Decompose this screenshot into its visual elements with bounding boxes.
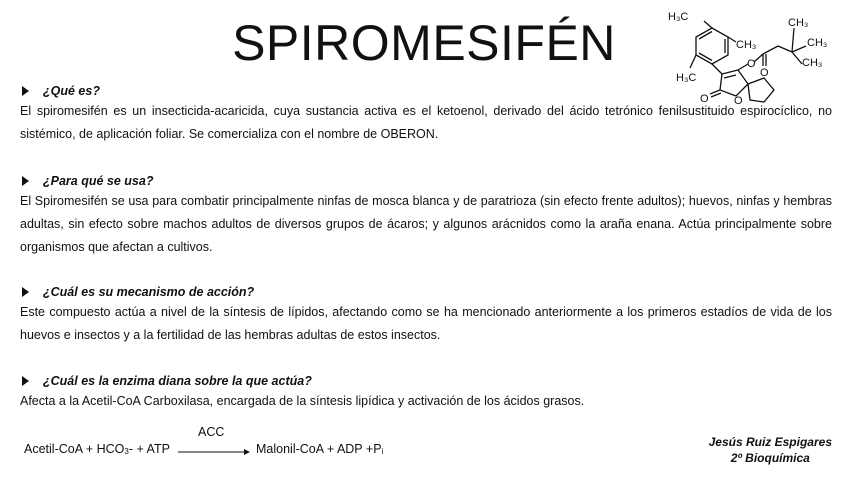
reaction-arrow-icon — [178, 448, 250, 456]
question-text: ¿Cuál es su mecanismo de acción? — [43, 285, 255, 299]
reaction-enzyme-label: ACC — [198, 425, 225, 439]
section-mecanismo-de-accion — [20, 285, 832, 347]
answer-paragraph: Afecta a la Acetil-CoA Carboxilasa, encargada de la síntesis lipídica y activación de los ácidos grasos. — [20, 394, 585, 408]
ring-oxygen-label: O — [734, 95, 743, 107]
ester-oxygen-label: O — [747, 58, 756, 70]
h3c-top-label: H₃C — [668, 11, 689, 23]
page-title: SPIROMESIFÉN — [232, 15, 616, 71]
ch3-label-3: CH₃ — [802, 57, 823, 69]
arrow-bullet-icon — [22, 86, 29, 96]
question-text: ¿Qué es? — [43, 84, 100, 98]
section-heading — [20, 84, 832, 98]
ch3-label-1: CH₃ — [788, 17, 809, 29]
lactone-oxygen-label: O — [700, 93, 709, 105]
author-credit — [709, 434, 832, 466]
ch3-ring-label: CH₃ — [736, 39, 757, 51]
answer-paragraph: El Spiromesifén se usa para combatir principalmente ninfas de mosca blanca y de paratrioza (sin efecto frente adultos); huevos, ninfas y hembras adultas, sin efecto sobre machos adultos de diversos grupos de ácaros; y algunos arácnidos como la araña enana. Actúa principalmente sobre organismos que afectan a cultivos. — [20, 194, 832, 254]
arrow-bullet-icon — [22, 376, 29, 386]
reaction-products: Malonil-CoA + ADP $+P_i$ — [256, 442, 384, 456]
arrow-bullet-icon — [22, 176, 29, 186]
reaction-substrates: Acetil-CoA + $HCO_3-$ + ATP — [24, 442, 170, 456]
author-name: Jesús Ruiz Espigares — [708, 435, 832, 449]
question-text: ¿Para qué se usa? — [43, 174, 154, 188]
arrow-bullet-icon — [22, 287, 29, 297]
ch3-label-2: CH₃ — [807, 37, 828, 49]
section-que-es — [20, 84, 832, 146]
section-para-que-se-usa — [20, 174, 832, 259]
author-course: 2º Bioquímica — [730, 451, 810, 465]
section-heading — [20, 174, 832, 188]
section-enzima-diana — [20, 374, 832, 413]
section-heading — [20, 285, 832, 299]
ester-carbonyl-oxygen-label: O — [760, 67, 769, 79]
acc-reaction-equation — [20, 424, 420, 464]
answer-paragraph: El spiromesifén es un insecticida-acaricida, cuya sustancia activa es el ketoenol, derivado del ácido tetrónico fenilsustituido espirocíclico, no sistémico, de aplicación foliar. Se comercializa con el nombre de OBERON. — [20, 104, 832, 141]
question-text: ¿Cuál es la enzima diana sobre la que actúa? — [43, 374, 312, 388]
section-heading — [20, 374, 832, 388]
h3c-bottom-label: H₃C — [676, 72, 697, 84]
answer-paragraph: Este compuesto actúa a nivel de la síntesis de lípidos, afectando como se ha mencionado anteriormente a los primeros estadíos de vida de los huevos e insectos y a la fertilidad de las hembras adultas de estos insectos. — [20, 305, 832, 342]
